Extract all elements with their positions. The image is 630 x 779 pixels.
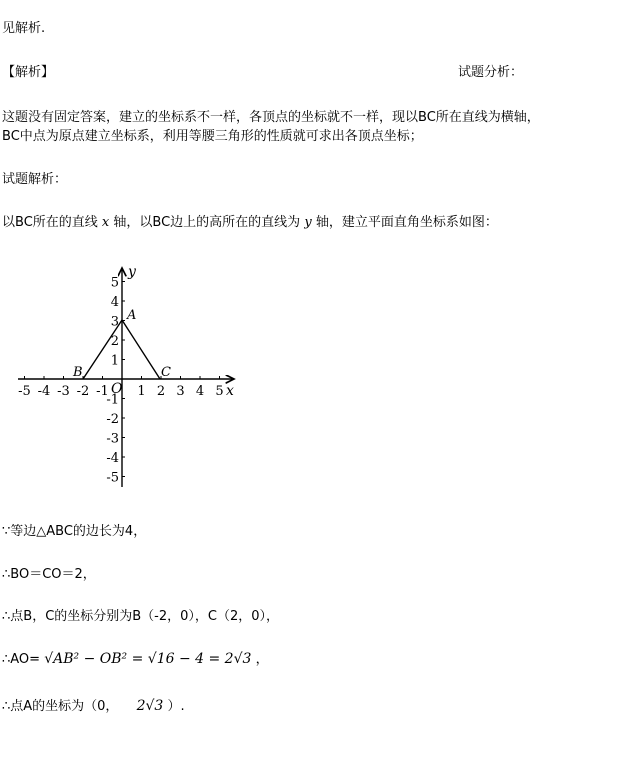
- var-y: y: [304, 215, 312, 230]
- solution-label: 试题解析：: [2, 172, 68, 187]
- jiexi-label: 【解析】: [2, 65, 55, 80]
- y-tick-label: -4: [106, 451, 119, 466]
- setup-part-c: 轴，建立平面直角坐标系如图：: [315, 215, 498, 230]
- y-axis-label: y: [128, 264, 136, 280]
- point-label-b: B: [73, 365, 83, 380]
- x-tick-label: 3: [176, 384, 185, 399]
- x-tick-label: 1: [137, 384, 146, 399]
- analysis-label: 试题分析：: [458, 65, 524, 80]
- x-tick-label: 2: [156, 384, 166, 399]
- y-tick-label: 5: [110, 275, 119, 291]
- var-x: x: [101, 215, 110, 230]
- step-2: ∴BO＝CO＝2，: [2, 567, 96, 582]
- step-5-suffix: ）.: [167, 699, 185, 714]
- point-label-a: A: [127, 308, 137, 323]
- coordinate-figure: [14, 262, 244, 497]
- y-tick-label: 1: [110, 353, 119, 369]
- y-tick-label: 3: [110, 314, 119, 330]
- y-tick-label: 2: [110, 334, 119, 349]
- step-4-suffix: ，: [255, 652, 269, 667]
- solution-setup: [2, 214, 498, 232]
- step-4-formula: √AB² − OB² = √16 − 4 = 2√3: [44, 651, 252, 667]
- y-tick-label: -3: [106, 431, 119, 447]
- step-4-prefix: ∴AO=: [2, 652, 41, 667]
- step-5: [2, 697, 185, 716]
- x-tick-label: -2: [76, 384, 90, 399]
- y-tick-label: -5: [106, 470, 119, 486]
- setup-part-a: 以BC所在的直线: [2, 215, 98, 230]
- setup-part-b: 轴，以BC边上的高所在的直线为: [113, 215, 301, 230]
- x-tick-label: 4: [195, 384, 205, 399]
- step-3: ∴点B，C的坐标分别为B（-2，0），C（2，0），: [2, 609, 280, 624]
- x-tick-label: -4: [37, 384, 51, 399]
- x-axis-label: x: [226, 383, 234, 399]
- y-tick-label: 4: [110, 295, 119, 310]
- point-label-c: C: [161, 365, 171, 380]
- answer-text: 见解析.: [2, 21, 46, 36]
- x-tick-label: -5: [18, 384, 31, 399]
- y-tick-label: -2: [106, 412, 119, 427]
- step-5-prefix: ∴点A的坐标为（0，: [2, 699, 119, 714]
- step-4: [2, 650, 269, 669]
- x-tick-label: 5: [215, 384, 224, 399]
- x-tick-label: -1: [96, 384, 109, 399]
- analysis-line-1: 这题没有固定答案，建立的坐标系不一样，各顶点的坐标就不一样，现以BC所在直线为横轴，: [2, 110, 540, 125]
- y-tick-label: -1: [106, 392, 119, 408]
- analysis-line-2: BC中点为原点建立坐标系，利用等腰三角形的性质就可求出各顶点坐标；: [2, 129, 423, 144]
- step-1: ∵等边△ABC的边长为4，: [2, 524, 147, 539]
- origin-label: O: [111, 381, 123, 397]
- step-5-value: 2√3: [136, 698, 164, 714]
- x-tick-label: -3: [57, 384, 70, 399]
